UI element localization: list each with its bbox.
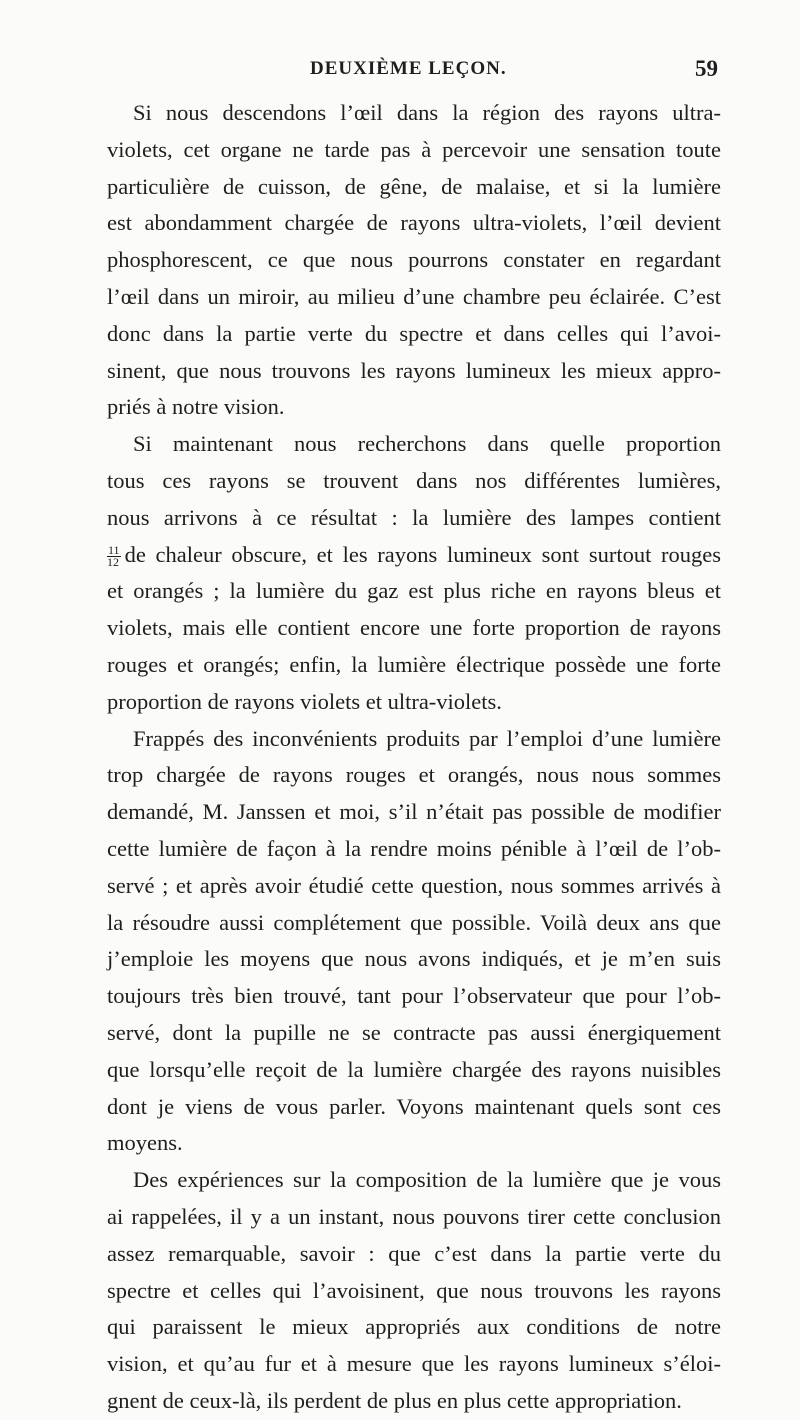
text-line: la résoudre aussi complétement que possible. Voilà deux ans que [107,909,721,935]
running-head: DEUXIÈME LEÇON. [310,58,507,79]
text-line: servé, dont la pupille ne se contracte pas aussi énergiquement [107,1019,721,1045]
text-line: Des expériences sur la composition de la lumière que je vous [133,1167,721,1193]
text-line: l’œil dans un miroir, au milieu d’une chambre peu éclairée. C’est [107,283,721,309]
page-number: 59 [695,56,718,81]
text-line: proportion de rayons violets et ultra-violets. [107,688,502,714]
text-line: violets, cet organe ne tarde pas à percevoir une sensation toute [107,136,721,162]
text-line: Si maintenant nous recherchons dans quelle proportion [133,431,721,457]
text-line: assez remarquable, savoir : que c’est dans la partie verte du [107,1240,721,1266]
text-line: vision, et qu’au fur et à mesure que les rayons lumineux s’éloi- [107,1351,721,1377]
text-line: phosphorescent, ce que nous pourrons constater en regardant [107,247,721,273]
text-line: trop chargée de rayons rouges et orangés, nous nous sommes [107,762,721,788]
text-line: moyens. [107,1130,183,1156]
text-line: dont je viens de vous parler. Voyons maintenant quels sont ces [107,1093,721,1119]
text-line: rouges et orangés; enfin, la lumière électrique possède une forte [107,651,721,677]
text-line: donc dans la partie verte du spectre et dans celles qui l’avoi- [107,320,721,346]
text-line: Si nous descendons l’œil dans la région des rayons ultra- [133,100,721,125]
text-line: spectre et celles qui l’avoisinent, que nous trouvons les rayons [107,1277,721,1303]
text-line: cette lumière de façon à la rendre moins pénible à l’œil de l’ob- [107,835,721,861]
text-line: priés à notre vision. [107,394,285,420]
page-header [110,58,718,88]
fraction-numerator: 11 [108,542,120,557]
text-line: et orangés ; la lumière du gaz est plus riche en rayons bleus et [107,578,721,604]
fraction [107,542,121,569]
fraction-line-text: de chaleur obscure, et les rayons lumineux sont surtout rouges [124,541,721,567]
text-line: violets, mais elle contient encore une forte proportion de rayons [107,615,721,641]
text-line: demandé, M. Janssen et moi, s’il n’était pas possible de modifier [107,799,721,825]
text-line: servé ; et après avoir étudié cette question, nous sommes arrivés à [107,872,721,898]
text-line: est abondamment chargée de rayons ultra-violets, l’œil devient [107,210,721,236]
text-line: Frappés des inconvénients produits par l’emploi d’une lumière [133,725,721,751]
text-line: que lorsqu’elle reçoit de la lumière chargée des rayons nuisibles [107,1056,721,1082]
body-text [107,95,721,1420]
text-line: particulière de cuisson, de gêne, de malaise, et si la lumière [107,173,721,199]
text-line: toujours très bien trouvé, tant pour l’observateur que pour l’ob- [107,983,721,1009]
text-line: sinent, que nous trouvons les rayons lumineux les mieux appro- [107,357,721,383]
text-line: gnent de ceux-là, ils perdent de plus en plus cette appropriation. [107,1387,682,1413]
fraction-denominator: 12 [107,554,119,569]
text-line: j’emploie les moyens que nous avons indiqués, et je m’en suis [107,946,721,972]
text-line: tous ces rayons se trouvent dans nos différentes lumières, [107,467,721,493]
text-line: ai rappelées, il y a un instant, nous pouvons tirer cette conclusion [107,1203,721,1229]
text-line: qui paraissent le mieux appropriés aux conditions de notre [107,1314,721,1340]
text-line-with-fraction [107,537,721,574]
text-line: nous arrivons à ce résultat : la lumière des lampes contient [107,504,721,530]
